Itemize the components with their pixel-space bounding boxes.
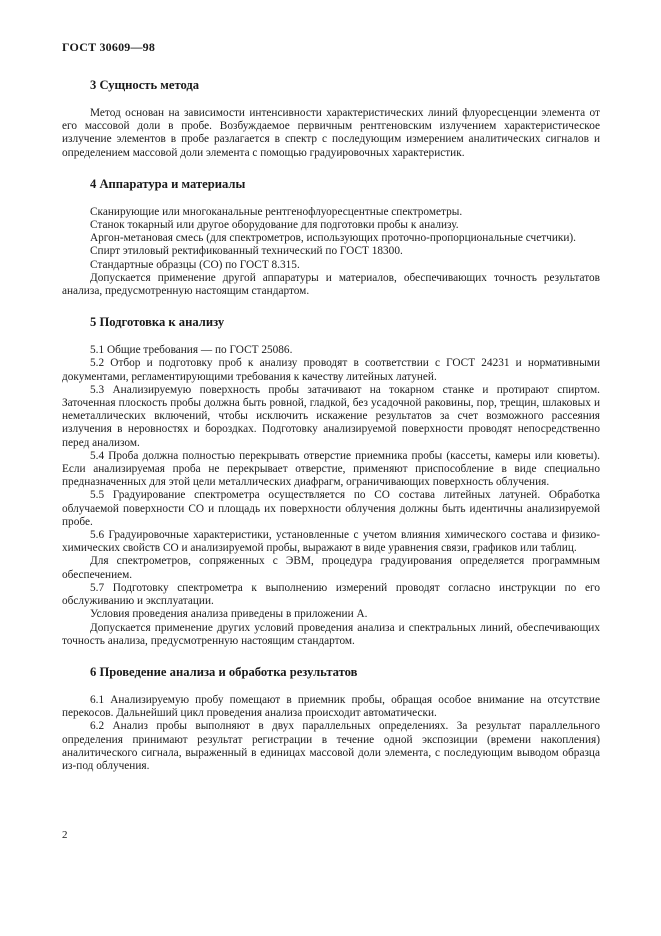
- paragraph: Спирт этиловый ректификованный технический по ГОСТ 18300.: [90, 245, 403, 258]
- paragraph: Станок токарный или другое оборудование для подготовки пробы к анализу.: [90, 219, 459, 232]
- paragraph: Допускается применение другой аппаратуры и материалов, обеспечивающих точность результатов анализа, предусмотренную настоящим стандартом.: [62, 271, 600, 298]
- section-title: 6 Проведение анализа и обработка результатов: [90, 664, 358, 679]
- section-title: 4 Аппаратура и материалы: [90, 176, 246, 191]
- section-4: [62, 177, 600, 298]
- paragraph: 6.2 Анализ пробы выполняют в двух параллельных определениях. За результат параллельного определения принимают результат регистрации в течение одной экспозиции (времени накопления) аналитического сигнала, выраженный в единицах массовой доли элемента, с последующим выводом образца из-под облучения.: [62, 720, 600, 772]
- section-5: [62, 315, 600, 648]
- paragraph: 5.2 Отбор и подготовку проб к анализу проводят в соответствии с ГОСТ 24231 и нормативными документами, регламентирующими требования к качеству литейных латуней.: [62, 357, 600, 383]
- paragraph: Допускается применение других условий проведения анализа и спектральных линий, обеспечивающих точность анализа, предусмотренную настоящим стандартом.: [62, 621, 600, 647]
- paragraph: Метод основан на зависимости интенсивности характеристических линий флуоресценции элемента от его массовой доли в пробе. Возбуждаемое первичным рентгеновским излучением характеристическое излучение элементов в пробе разлагается в спектр с последующим измерением аналитических сигналов и определением массовой доли элемента с помощью градуировочных характеристик.: [62, 107, 600, 159]
- paragraph: 5.1 Общие требования — по ГОСТ 25086.: [90, 344, 293, 357]
- section-title: 3 Сущность метода: [90, 78, 200, 92]
- paragraph: Для спектрометров, сопряженных с ЭВМ, процедура градуирования определяется программным обеспечением.: [62, 555, 600, 581]
- section-title: 5 Подготовка к анализу: [90, 315, 225, 330]
- paragraph: 5.6 Градуировочные характеристики, установленные с учетом влияния химического состава и физико-химических свойств СО и анализируемой пробы, выражают в виде уравнения связи, графиков или таблиц.: [62, 529, 600, 555]
- document-header: ГОСТ 30609—98: [62, 40, 156, 54]
- paragraph: 5.3 Анализируемую поверхность пробы затачивают на токарном станке и протирают спиртом. Заточенная плоскость пробы должна быть ровной, гладкой, без усадочной раковины, пор, трещин, шлаковых и неметаллических включений, чтобы исключить искажение результатов за счет возможного рассеяния излучения в неровностях и бороздках. Подготовку анализируемой поверхности проводят непосредственно перед анализом.: [62, 383, 600, 449]
- document-body: [62, 78, 600, 790]
- section-3: [62, 78, 600, 160]
- page-number: 2: [62, 829, 68, 841]
- paragraph: 5.7 Подготовку спектрометра к выполнению измерений проводят согласно инструкции по его обслуживанию и эксплуатации.: [62, 581, 600, 608]
- paragraph: Условия проведения анализа приведены в приложении А.: [90, 608, 368, 621]
- paragraph: 5.4 Проба должна полностью перекрывать отверстие приемника пробы (кассеты, камеры или кюветы). Если анализируемая проба не перекрывает отверстие, применяют приспособление в виде специально предназначенных для этой цели металлических диафрагм, ограничивающих поверхность облучения.: [62, 449, 600, 489]
- paragraph: Стандартные образцы (СО) по ГОСТ 8.315.: [90, 258, 300, 271]
- section-6: [62, 665, 600, 773]
- paragraph: 5.5 Градуирование спектрометра осуществляется по СО состава литейных латуней. Обработка облучаемой поверхности СО и площадь их поверхности облучения должны быть идентичны анализируемой пробе.: [62, 489, 600, 528]
- paragraph: 6.1 Анализируемую пробу помещают в приемник пробы, обращая особое внимание на отсутствие перекосов. Дальнейший цикл проведения анализа происходит автоматически.: [62, 693, 600, 720]
- paragraph: Аргон-метановая смесь (для спектрометров, использующих проточно-пропорциональные счетчики).: [90, 232, 576, 245]
- paragraph: Сканирующие или многоканальные рентгенофлуоресцентные спектрометры.: [90, 205, 463, 218]
